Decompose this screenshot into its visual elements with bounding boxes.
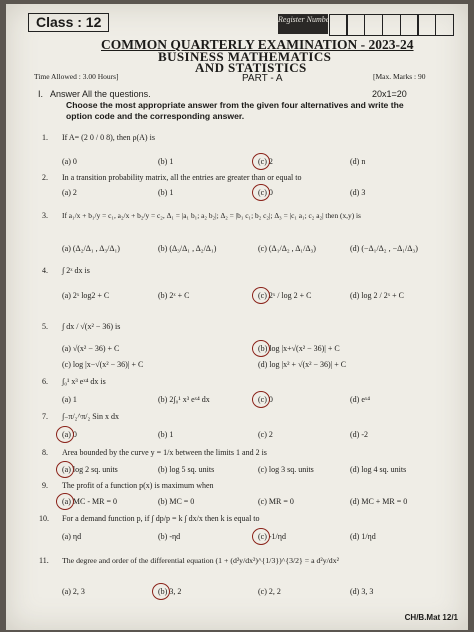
answer-circle-mark	[252, 184, 270, 201]
question-number: 9.	[42, 481, 48, 490]
option-b: (b) log 5 sq. units	[158, 465, 215, 474]
option-c: (c) MR = 0	[258, 497, 294, 506]
option-b: (b) MC = 0	[158, 497, 195, 506]
option-a: (a) log 2 sq. units	[62, 465, 118, 474]
option-a: (a) 2, 3	[62, 587, 85, 596]
question-number: 7.	[42, 412, 48, 421]
option-c: (c) 0	[258, 188, 273, 197]
exam-paper	[6, 4, 468, 630]
option-c: (c) (Δ₁/Δ₂ , Δ₁/Δ₃)	[258, 244, 316, 253]
option-c: (c) 2	[258, 430, 273, 439]
option-b: (b) 1	[158, 157, 174, 166]
option-c: (c) 0	[258, 395, 273, 404]
question-number: 6.	[42, 377, 48, 386]
register-number-boxes	[330, 14, 454, 36]
answer-circle-mark	[56, 461, 74, 478]
exam-title: COMMON QUARTERLY EXAMINATION - 2023-24	[101, 37, 414, 52]
question-number: 5.	[42, 322, 48, 331]
max-marks: [Max. Marks : 90	[373, 72, 426, 81]
option-a: (a) 2ˣ log2 + C	[62, 291, 110, 300]
question-number: 3.	[42, 211, 48, 220]
question-number: 1.	[42, 133, 48, 142]
subject-title-line2: AND STATISTICS	[195, 60, 307, 75]
option-c: (c) 2, 2	[258, 587, 281, 596]
option-a: (a) 0	[62, 430, 77, 439]
question-number: 11.	[39, 556, 49, 565]
section-marks: 20x1=20	[372, 89, 407, 99]
option-d: (d) 3	[350, 188, 366, 197]
answer-circle-mark	[252, 153, 270, 170]
question-text: If a₁/x + b₁/y = c₁, a₂/x + b₂/y = c₂, Δ₁ = |a₁ b₁; a₂ b₂|; Δ₂ = |b₁ c₁; b₂ c₂|; Δ₃ = |c₁ a₁; c₂ a₂| then (x,y) is	[62, 211, 361, 220]
part-label: PART - A	[242, 73, 283, 84]
question-text: ∫ dx / √(x² − 36) is	[62, 322, 121, 331]
question-text: ∫₀¹ x³ eˣ⁴ dx is	[62, 377, 106, 386]
option-c: (c) log 3 sq. units	[258, 465, 314, 474]
option-d: (d) log 2 / 2ˣ + C	[350, 291, 404, 300]
option-b: (b) 2∫₀¹ x³ eˣ⁴ dx	[158, 395, 210, 404]
option-b: (b) 2ˣ + C	[158, 291, 190, 300]
subject-title: BUSINESS MATHEMATICS	[158, 49, 332, 64]
question-text: If A= (2 0 / 0 8), then ρ(A) is	[62, 133, 155, 142]
option-a: (a) MC - MR = 0	[62, 497, 117, 506]
option-d: (d) -2	[350, 430, 368, 439]
option-b: (b) (Δ₃/Δ₁ , Δ₂/Δ₁)	[158, 244, 217, 253]
answer-circle-mark	[252, 528, 270, 545]
option-d: (d) 1/ηd	[350, 532, 376, 541]
question-text: ∫ 2ˣ dx is	[62, 266, 90, 275]
option-b: (b) 3, 2	[158, 587, 182, 596]
option-a: (a) (Δ₂/Δ₁ , Δ₃/Δ₁)	[62, 244, 120, 253]
option-a: (a) 2	[62, 188, 77, 197]
answer-circle-mark	[252, 287, 270, 304]
option-d: (d) log |x² + √(x² − 36)| + C	[258, 360, 347, 369]
time-allowed: Time Allowed : 3.00 Hours]	[34, 72, 119, 81]
register-number-label: Register Number	[278, 14, 328, 34]
option-a: (a) √(x² − 36) + C	[62, 344, 120, 353]
option-c: (c) -1/ηd	[258, 532, 286, 541]
answer-circle-mark	[252, 391, 270, 408]
question-text: The degree and order of the differential equation (1 + (d²y/dx²)^{1/3})^{3/2} = a d²y/dx²	[62, 556, 339, 565]
option-d: (d) (−Δ₁/Δ₂ , −Δ₁/Δ₃)	[350, 244, 418, 253]
class-label: Class : 12	[28, 13, 109, 32]
answer-circle-mark	[152, 583, 170, 600]
option-b: (b) 1	[158, 188, 174, 197]
option-d: (d) log 4 sq. units	[350, 465, 407, 474]
instruction-text: Choose the most appropriate answer from the given four alternatives and write the option code and the corresponding answer.	[66, 100, 404, 121]
question-text: The profit of a function p(x) is maximum when	[62, 481, 214, 490]
answer-circle-mark	[56, 493, 74, 510]
option-d: (d) eˣ⁴	[350, 395, 370, 404]
paper-code: CH/B.Mat 12/1	[404, 613, 458, 622]
option-a: (a) 0	[62, 157, 77, 166]
question-text: Area bounded by the curve y = 1/x between the limits 1 and 2 is	[62, 448, 267, 457]
question-text: For a demand function p, if ∫ dp/p = k ∫ dx/x then k is equal to	[62, 514, 260, 523]
answer-circle-mark	[252, 340, 270, 357]
question-number: 10.	[39, 514, 49, 523]
option-d: (d) 3, 3	[350, 587, 374, 596]
option-b: (b) -ηd	[158, 532, 181, 541]
question-text: In a transition probability matrix, all the entries are greater than or equal to	[62, 173, 302, 182]
question-number: 4.	[42, 266, 48, 275]
option-d: (d) n	[350, 157, 366, 166]
answer-circle-mark	[56, 426, 74, 443]
option-a: (a) ηd	[62, 532, 82, 541]
question-number: 2.	[42, 173, 48, 182]
option-c: (c) 2ˣ / log 2 + C	[258, 291, 312, 300]
option-b: (b) 1	[158, 430, 174, 439]
question-text: ∫₋π/₂^π/₂ Sin x dx	[62, 412, 119, 421]
option-d: (d) MC + MR = 0	[350, 497, 408, 506]
question-number: 8.	[42, 448, 48, 457]
section-heading: I. Answer All the questions.	[38, 89, 151, 99]
option-c: (c) log |x−√(x² − 36)| + C	[62, 360, 144, 369]
option-a: (a) 1	[62, 395, 77, 404]
option-c: (c) 2	[258, 157, 273, 166]
option-b: (b) log |x+√(x² − 36)| + C	[258, 344, 340, 353]
